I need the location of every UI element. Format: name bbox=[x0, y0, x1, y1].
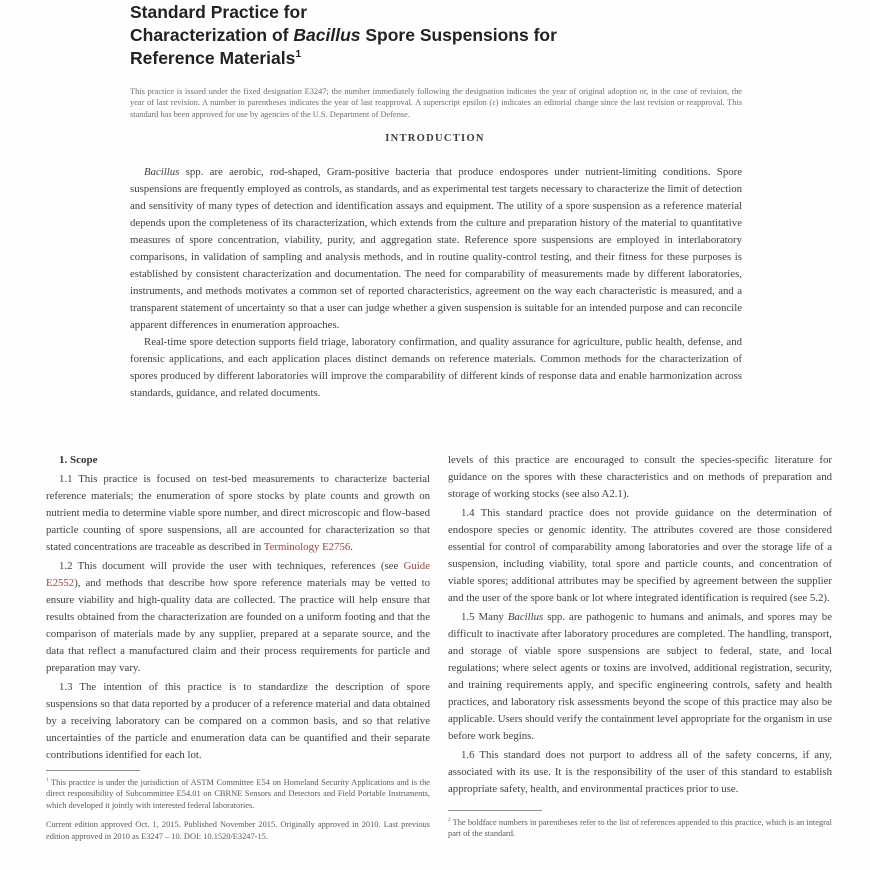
paragraph-1-6 bbox=[448, 747, 832, 798]
text-run: 1.5 Many bbox=[461, 611, 508, 623]
footnote-rule-right bbox=[448, 810, 542, 811]
cross-reference-link[interactable]: Guide E2552 bbox=[46, 560, 430, 589]
right-footnotes bbox=[448, 810, 832, 843]
footnote-edition bbox=[46, 819, 430, 842]
text-run: Spore Suspensions for bbox=[360, 25, 557, 45]
text-run: . bbox=[350, 541, 353, 553]
paragraph-1-1 bbox=[46, 471, 430, 556]
paragraph-continuation bbox=[448, 452, 832, 503]
section-heading-scope: 1. Scope bbox=[59, 454, 98, 466]
cross-reference-link[interactable]: Terminology E2756 bbox=[263, 541, 351, 553]
text-run: 1.2 This document will provide the user with techniques, references (see bbox=[59, 560, 404, 572]
paragraph-1-5 bbox=[448, 609, 832, 745]
text-run: spp. are pathogenic to humans and animals, and spores may be difficult to inactivate after laboratory procedures are completed. The handling, transport, and storage of viable spore suspensions are subject to federal, state, and local regulations; where select agents or toxins are involved, additional registration, security, and training requirements apply, and specific engineering controls, safety and health practices, and laboratory risk assessments beyond the scope of this practice may also be applicable. Users should verify the containment level appropriate for the organism in use before work begins. bbox=[448, 611, 833, 742]
text-run: Bacillus bbox=[144, 166, 180, 178]
text-run: 1.4 This standard practice does not provide guidance on the determination of endospore species or genomic identity. The attributes covered are those considered essential for control of comparability among laboratories and over the storage life of a suspension, including viability, total spore and particle counts, and concentration of viable spores; additional attributes may be specified by agreement between the supplier and the user of the spore bank or lot where integrated identification is required (see 5.2). bbox=[448, 507, 832, 604]
text-run: 1 bbox=[46, 778, 49, 784]
introduction-body bbox=[130, 164, 742, 402]
text-run: Reference Materials bbox=[130, 48, 296, 68]
text-run: Real-time spore detection supports field triage, laboratory confirmation, and quality assurance for agriculture, public health, defense, and forensic applications, and each application places distinct demands on reference materials. Common methods for the characterization of spores produced by different laboratories will improve the comparability of different kinds of response data and enable harmonization across standards, guidance, and related documents. bbox=[130, 336, 742, 399]
text-run: 1.1 This practice is focused on test-bed measurements to characterize bacterial reference materials; the enumeration of spore stocks by plate counts and growth on nutrient media to determine viable spore number, and direct microscopic and flow-based particle counting of spore suspensions, all are accounted for characterization so that stated concentrations are traceable as described in bbox=[46, 473, 430, 553]
text-run: The boldface numbers in parentheses refer to the list of references appended to this practice, which is an integral part of the standard. bbox=[448, 818, 832, 839]
paragraph-1-3 bbox=[46, 679, 430, 764]
text-run: spp. are aerobic, rod-shaped, Gram-positive bacteria that produce endospores under nutrient-limiting conditions. Spore suspensions are frequently employed as controls, as standards, and as experimental test targets necessary to characterize the limit of detection and sensitivity of many types of detection and identification assays and equipment. The utility of a spore suspension as a reference material depends upon the completeness of its characterization, which extends from the culture and preparation history of the material to quantitative measures of spore concentration, viability, purity, and aggregation state. Reference spore suspensions are employed in interlaboratory comparisons, in validation of sampling and analysis methods, and in routine quality-control testing, and their fitness for these purposes is established by consistent characterization and documentation. The need for comparability of measurements made by different laboratories, instruments, and methods motivates a common set of reported characteristics, agreement on the way each characteristic is measured, and a transparent statement of uncertainty so that a user can judge whether a given suspension is suitable for an intended purpose and can reconcile apparent differences in enumeration approaches. bbox=[130, 166, 742, 331]
paragraph-1-4 bbox=[448, 505, 832, 607]
introduction-paragraph-1 bbox=[130, 164, 742, 334]
text-run: Bacillus bbox=[293, 25, 361, 45]
paragraph-1-2 bbox=[46, 558, 430, 677]
title-line-1: Standard Practice for bbox=[130, 2, 307, 22]
title-block bbox=[130, 1, 750, 70]
title-line-2 bbox=[130, 24, 750, 47]
designation-note bbox=[130, 86, 742, 120]
footnote-2 bbox=[448, 817, 832, 840]
text-run: ), and methods that describe how spore reference materials may be vetted to ensure viability and high-quality data are collected. The practice will help ensure that results obtained from the characterization are founded on a uniform footing and that the comparison of materials made by any supplier, prepared at a separate source, and the data that reflect a manufactured claim and their process requirements for particle and preparation may vary. bbox=[46, 577, 430, 674]
text-run: Bacillus bbox=[507, 611, 544, 623]
text-run: Characterization of bbox=[130, 25, 294, 45]
text-run: 2 bbox=[448, 818, 451, 824]
introduction-paragraph-2 bbox=[130, 334, 742, 402]
text-run: 1.3 The intention of this practice is to standardize the description of spore suspensions so that data reported by a producer of a reference material and data obtained by a receiving laboratory can be compared on a common basis, and so that relative uncertainties of the particle and enumeration data can be quantified and their separate contributions identified for each lot. bbox=[46, 681, 430, 761]
introduction-heading: INTRODUCTION bbox=[385, 133, 485, 144]
left-column bbox=[46, 452, 430, 766]
footnote-1 bbox=[46, 777, 430, 811]
text-run: Current edition approved Oct. 1, 2015. Published November 2015. Originally approved in 2010. Last previous edition approved in 2010 as E3247 – 10. DOI: 10.1520/E3247-15. bbox=[46, 820, 430, 841]
footnote-rule-left bbox=[46, 770, 140, 771]
text-run: This practice is issued under the fixed designation E3247; the number immediately following the designation indicates the year of original adoption or, in the case of revision, the year of last revision. A number in parentheses indicates the year of last reapproval. A superscript epsilon (ε) indicates an editorial change since the last revision or reapproval. This standard has been approved for use by agencies of the U.S. Department of Defense. bbox=[130, 87, 742, 119]
text-run: 1 bbox=[295, 48, 302, 61]
text-run: This practice is under the jurisdiction of ASTM Committee E54 on Homeland Security Applications and is the direct responsibility of Subcommittee E54.01 on CBRNE Sensors and Detectors and Field Portable Instruments, which developed it jointly with interested federal laboratories. bbox=[46, 778, 430, 810]
text-run: 1.6 This standard does not purport to address all of the safety concerns, if any, associated with its use. It is the responsibility of the user of this standard to establish appropriate safety, health, and environmental practices prior to use. bbox=[448, 749, 832, 795]
right-column bbox=[448, 452, 832, 800]
left-footnotes bbox=[46, 770, 430, 845]
title-line-3 bbox=[130, 47, 750, 70]
text-run: levels of this practice are encouraged to consult the species-specific literature for guidance on the spores with these characteristics and on methods of preparation and storage of working stocks (see also A2.1). bbox=[448, 454, 832, 500]
